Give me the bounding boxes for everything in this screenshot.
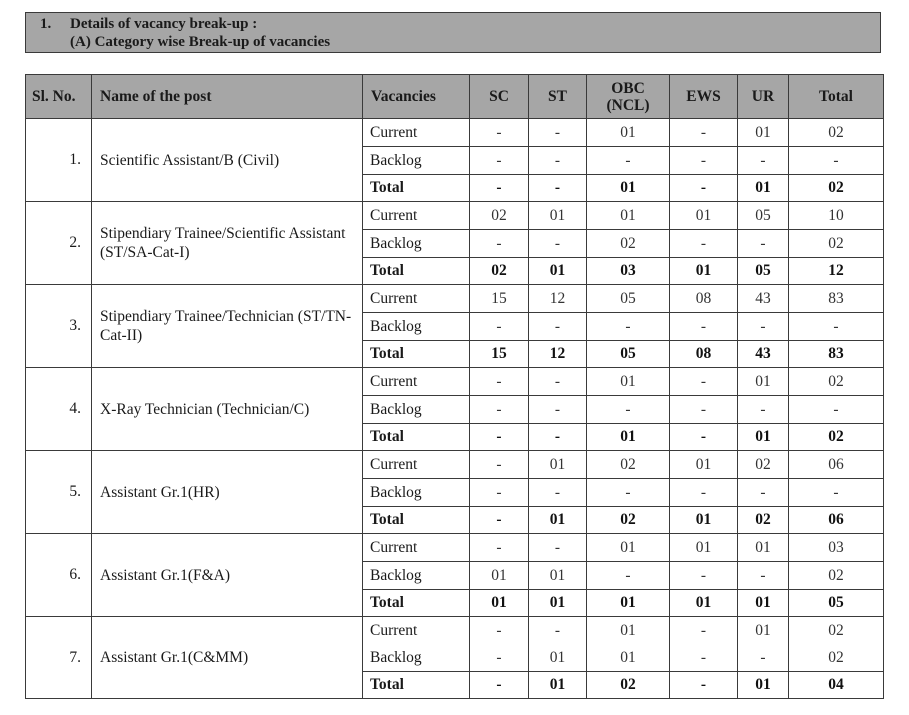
ews-value-cell: 08 [670, 285, 738, 313]
vacancy-type-total: Total [363, 672, 470, 699]
obc-value-cell: 05 [587, 285, 670, 313]
ur-value-cell: - [738, 230, 789, 258]
vacancy-type-current: Current [363, 202, 470, 230]
col-header-ews: EWS [670, 75, 738, 119]
sc-value-cell: - [470, 368, 529, 396]
ur-value-cell: 43 [738, 341, 789, 368]
sc-value-cell: 01 [470, 590, 529, 617]
sc-value-cell: 02 [470, 202, 529, 230]
obc-value-cell: 02 [587, 451, 670, 479]
sc-value-cell: - [470, 672, 529, 699]
col-header-ur: UR [738, 75, 789, 119]
obc-value-cell: 02 [587, 507, 670, 534]
vacancy-type-current: Current [363, 119, 470, 147]
ews-value-cell: 01 [670, 451, 738, 479]
st-value-cell: - [529, 230, 587, 258]
total-value-cell: 02 [789, 562, 884, 590]
sl-no-cell: 1. [26, 119, 92, 202]
col-header-post-name: Name of the post [92, 75, 363, 119]
col-header-total: Total [789, 75, 884, 119]
ur-value-cell: - [738, 313, 789, 341]
st-value-cell: - [529, 119, 587, 147]
ur-value-cell: - [738, 644, 789, 672]
post-name-cell: Assistant Gr.1(C&MM) [92, 617, 363, 699]
ur-value-cell: 43 [738, 285, 789, 313]
table-row-current [26, 368, 884, 396]
ews-value-cell: 08 [670, 341, 738, 368]
ur-value-cell: 01 [738, 175, 789, 202]
ur-value-cell: 01 [738, 672, 789, 699]
total-value-cell: 10 [789, 202, 884, 230]
ews-value-cell: - [670, 562, 738, 590]
sc-value-cell: - [470, 313, 529, 341]
table-row-current [26, 451, 884, 479]
total-value-cell: 02 [789, 368, 884, 396]
ur-value-cell: 02 [738, 507, 789, 534]
vacancy-type-current: Current [363, 534, 470, 562]
ews-value-cell: - [670, 313, 738, 341]
sc-value-cell: - [470, 644, 529, 672]
post-name-cell: Stipendiary Trainee/Scientific Assistant (ST/SA-Cat-I) [92, 202, 363, 285]
ur-value-cell: 01 [738, 534, 789, 562]
ur-value-cell: - [738, 396, 789, 424]
st-value-cell: - [529, 396, 587, 424]
st-value-cell: 12 [529, 341, 587, 368]
section-heading [25, 12, 881, 53]
ur-value-cell: - [738, 562, 789, 590]
sc-value-cell: - [470, 617, 529, 645]
table-row-current [26, 202, 884, 230]
obc-value-cell: 01 [587, 175, 670, 202]
ews-value-cell: - [670, 147, 738, 175]
sl-no-cell: 5. [26, 451, 92, 534]
total-value-cell: 02 [789, 617, 884, 645]
vacancy-type-backlog: Backlog [363, 396, 470, 424]
sc-value-cell: 01 [470, 562, 529, 590]
obc-value-cell: - [587, 313, 670, 341]
post-name-cell: Assistant Gr.1(F&A) [92, 534, 363, 617]
obc-value-cell: - [587, 479, 670, 507]
ur-value-cell: 01 [738, 590, 789, 617]
vacancy-type-total: Total [363, 175, 470, 202]
sl-no-cell: 3. [26, 285, 92, 368]
st-value-cell: 01 [529, 672, 587, 699]
sc-value-cell: - [470, 396, 529, 424]
ews-value-cell: - [670, 617, 738, 645]
heading-line-1 [40, 15, 880, 33]
sc-value-cell: - [470, 451, 529, 479]
st-value-cell: - [529, 424, 587, 451]
table-body [26, 119, 884, 699]
st-value-cell: 01 [529, 507, 587, 534]
st-value-cell: - [529, 479, 587, 507]
vacancy-type-total: Total [363, 590, 470, 617]
heading-number: 1. [40, 16, 52, 32]
ews-value-cell: 01 [670, 202, 738, 230]
obc-value-cell: 01 [587, 644, 670, 672]
st-value-cell: 01 [529, 590, 587, 617]
obc-value-cell: 01 [587, 590, 670, 617]
total-value-cell: 06 [789, 507, 884, 534]
st-value-cell: 01 [529, 202, 587, 230]
ur-value-cell: 01 [738, 617, 789, 645]
ews-value-cell: - [670, 230, 738, 258]
obc-value-cell: 01 [587, 368, 670, 396]
ur-value-cell: - [738, 479, 789, 507]
sc-value-cell: - [470, 479, 529, 507]
total-value-cell: 03 [789, 534, 884, 562]
obc-value-cell: 01 [587, 202, 670, 230]
vacancy-type-backlog: Backlog [363, 562, 470, 590]
sc-value-cell: - [470, 119, 529, 147]
total-value-cell: 83 [789, 285, 884, 313]
st-value-cell: - [529, 534, 587, 562]
sc-value-cell: 02 [470, 258, 529, 285]
total-value-cell: - [789, 147, 884, 175]
total-value-cell: - [789, 396, 884, 424]
obc-value-cell: - [587, 147, 670, 175]
col-header-sl-no: Sl. No. [26, 75, 92, 119]
vacancy-type-total: Total [363, 507, 470, 534]
vacancy-type-current: Current [363, 617, 470, 645]
vacancy-type-total: Total [363, 341, 470, 368]
ews-value-cell: - [670, 479, 738, 507]
vacancy-type-backlog: Backlog [363, 230, 470, 258]
vacancy-type-backlog: Backlog [363, 644, 470, 672]
obc-value-cell: - [587, 562, 670, 590]
sl-no-cell: 4. [26, 368, 92, 451]
total-value-cell: - [789, 479, 884, 507]
ur-value-cell: 01 [738, 368, 789, 396]
table-row-current [26, 285, 884, 313]
st-value-cell: 01 [529, 562, 587, 590]
total-value-cell: - [789, 313, 884, 341]
st-value-cell: 12 [529, 285, 587, 313]
ews-value-cell: 01 [670, 534, 738, 562]
sc-value-cell: - [470, 507, 529, 534]
vacancy-type-backlog: Backlog [363, 313, 470, 341]
table-row-current [26, 119, 884, 147]
st-value-cell: 01 [529, 258, 587, 285]
col-header-st: ST [529, 75, 587, 119]
ur-value-cell: 01 [738, 119, 789, 147]
vacancy-type-total: Total [363, 258, 470, 285]
total-value-cell: 12 [789, 258, 884, 285]
obc-value-cell: 02 [587, 230, 670, 258]
ews-value-cell: - [670, 644, 738, 672]
ur-value-cell: 01 [738, 424, 789, 451]
st-value-cell: - [529, 175, 587, 202]
st-value-cell: - [529, 368, 587, 396]
post-name-cell: Stipendiary Trainee/Technician (ST/TN-Cat-II) [92, 285, 363, 368]
ews-value-cell: - [670, 424, 738, 451]
ews-value-cell: - [670, 368, 738, 396]
post-name-cell: Assistant Gr.1(HR) [92, 451, 363, 534]
ews-value-cell: 01 [670, 258, 738, 285]
obc-value-cell: 01 [587, 424, 670, 451]
sl-no-cell: 6. [26, 534, 92, 617]
vacancy-type-current: Current [363, 451, 470, 479]
sc-value-cell: - [470, 230, 529, 258]
ews-value-cell: - [670, 672, 738, 699]
vacancy-type-total: Total [363, 424, 470, 451]
st-value-cell: - [529, 617, 587, 645]
st-value-cell: - [529, 147, 587, 175]
col-header-vacancies: Vacancies [363, 75, 470, 119]
obc-value-cell: 05 [587, 341, 670, 368]
sc-value-cell: - [470, 424, 529, 451]
table-header-row [26, 75, 884, 119]
total-value-cell: 05 [789, 590, 884, 617]
total-value-cell: 02 [789, 424, 884, 451]
vacancy-type-backlog: Backlog [363, 147, 470, 175]
col-header-sc: SC [470, 75, 529, 119]
ur-value-cell: - [738, 147, 789, 175]
sc-value-cell: - [470, 175, 529, 202]
total-value-cell: 06 [789, 451, 884, 479]
obc-value-cell: 01 [587, 534, 670, 562]
ews-value-cell: 01 [670, 590, 738, 617]
ews-value-cell: 01 [670, 507, 738, 534]
col-header-obc [587, 75, 670, 119]
heading-title: Details of vacancy break-up : [70, 16, 258, 32]
table-row-current [26, 617, 884, 645]
obc-value-cell: - [587, 396, 670, 424]
ews-value-cell: - [670, 119, 738, 147]
obc-value-cell: 02 [587, 672, 670, 699]
obc-value-cell: 01 [587, 617, 670, 645]
vacancy-type-backlog: Backlog [363, 479, 470, 507]
vacancy-type-current: Current [363, 285, 470, 313]
obc-value-cell: 03 [587, 258, 670, 285]
vacancy-type-current: Current [363, 368, 470, 396]
total-value-cell: 83 [789, 341, 884, 368]
ur-value-cell: 02 [738, 451, 789, 479]
total-value-cell: 02 [789, 119, 884, 147]
vacancy-table [25, 74, 884, 699]
total-value-cell: 02 [789, 644, 884, 672]
heading-subtitle: (A) Category wise Break-up of vacancies [70, 34, 331, 50]
sl-no-cell: 2. [26, 202, 92, 285]
st-value-cell: 01 [529, 451, 587, 479]
sl-no-cell: 7. [26, 617, 92, 699]
total-value-cell: 04 [789, 672, 884, 699]
ur-value-cell: 05 [738, 202, 789, 230]
total-value-cell: 02 [789, 175, 884, 202]
col-header-obc-line2: (NCL) [606, 96, 650, 114]
ews-value-cell: - [670, 396, 738, 424]
col-header-obc-line1: OBC [611, 79, 645, 97]
ur-value-cell: 05 [738, 258, 789, 285]
ews-value-cell: - [670, 175, 738, 202]
post-name-cell: Scientific Assistant/B (Civil) [92, 119, 363, 202]
st-value-cell: - [529, 313, 587, 341]
sc-value-cell: 15 [470, 285, 529, 313]
obc-value-cell: 01 [587, 119, 670, 147]
sc-value-cell: - [470, 534, 529, 562]
sc-value-cell: 15 [470, 341, 529, 368]
total-value-cell: 02 [789, 230, 884, 258]
table-row-current [26, 534, 884, 562]
sc-value-cell: - [470, 147, 529, 175]
st-value-cell: 01 [529, 644, 587, 672]
post-name-cell: X-Ray Technician (Technician/C) [92, 368, 363, 451]
